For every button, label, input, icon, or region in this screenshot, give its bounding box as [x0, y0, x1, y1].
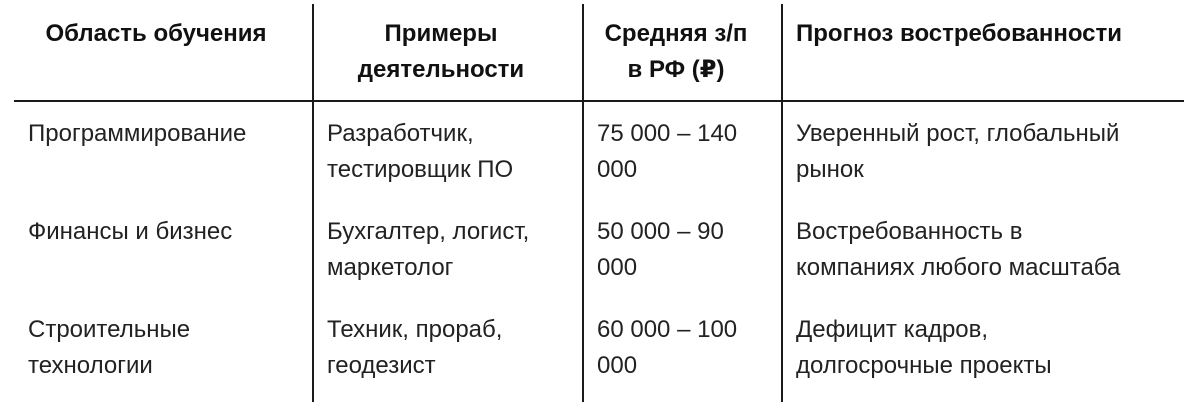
cell-line: технологии [28, 352, 153, 379]
column-divider-3 [781, 4, 783, 402]
cell-line: Программирование [28, 120, 247, 147]
cell-examples [327, 312, 567, 384]
cell-area [28, 214, 298, 250]
cell-line: Строительные [28, 316, 191, 343]
header-forecast-line: Прогноз востребованности [796, 20, 1123, 47]
cell-line: Техник, прораб, [327, 316, 503, 343]
cell-line: 000 [597, 156, 638, 183]
cell-examples [327, 116, 567, 188]
cell-forecast [796, 312, 1186, 384]
header-divider [14, 100, 1184, 102]
cell-salary [597, 214, 767, 286]
cell-line: Финансы и бизнес [28, 218, 233, 245]
header-area-line: Область обучения [45, 20, 267, 47]
header-salary-line: Средняя з/п [604, 20, 748, 47]
cell-line: геодезист [327, 352, 436, 379]
cell-salary [597, 116, 767, 188]
cell-line: 000 [597, 352, 638, 379]
cell-area [28, 116, 298, 152]
cell-line: Востребованность в [796, 218, 1023, 245]
cell-forecast [796, 214, 1186, 286]
header-salary-line: в РФ (₽) [627, 56, 725, 83]
cell-line: маркетолог [327, 254, 454, 281]
header-forecast [796, 16, 1186, 52]
cell-examples [327, 214, 567, 286]
cell-line: Уверенный рост, глобальный [796, 120, 1120, 147]
cell-line: Дефицит кадров, [796, 316, 989, 343]
cell-line: 75 000 – 140 [597, 120, 738, 147]
cell-line: долгосрочные проекты [796, 352, 1052, 379]
header-salary [583, 16, 769, 88]
header-examples-line: Примеры [384, 20, 498, 47]
cell-line: тестировщик ПО [327, 156, 514, 183]
cell-line: Разработчик, [327, 120, 474, 147]
cell-line: 000 [597, 254, 638, 281]
cell-line: 60 000 – 100 [597, 316, 738, 343]
cell-area [28, 312, 298, 384]
header-examples [312, 16, 570, 88]
cell-forecast [796, 116, 1186, 188]
cell-line: 50 000 – 90 [597, 218, 724, 245]
cell-salary [597, 312, 767, 384]
cell-line: Бухгалтер, логист, [327, 218, 530, 245]
cell-line: компаниях любого масштаба [796, 254, 1121, 281]
header-area [14, 16, 298, 52]
cell-line: рынок [796, 156, 864, 183]
header-examples-line: деятельности [357, 56, 525, 83]
